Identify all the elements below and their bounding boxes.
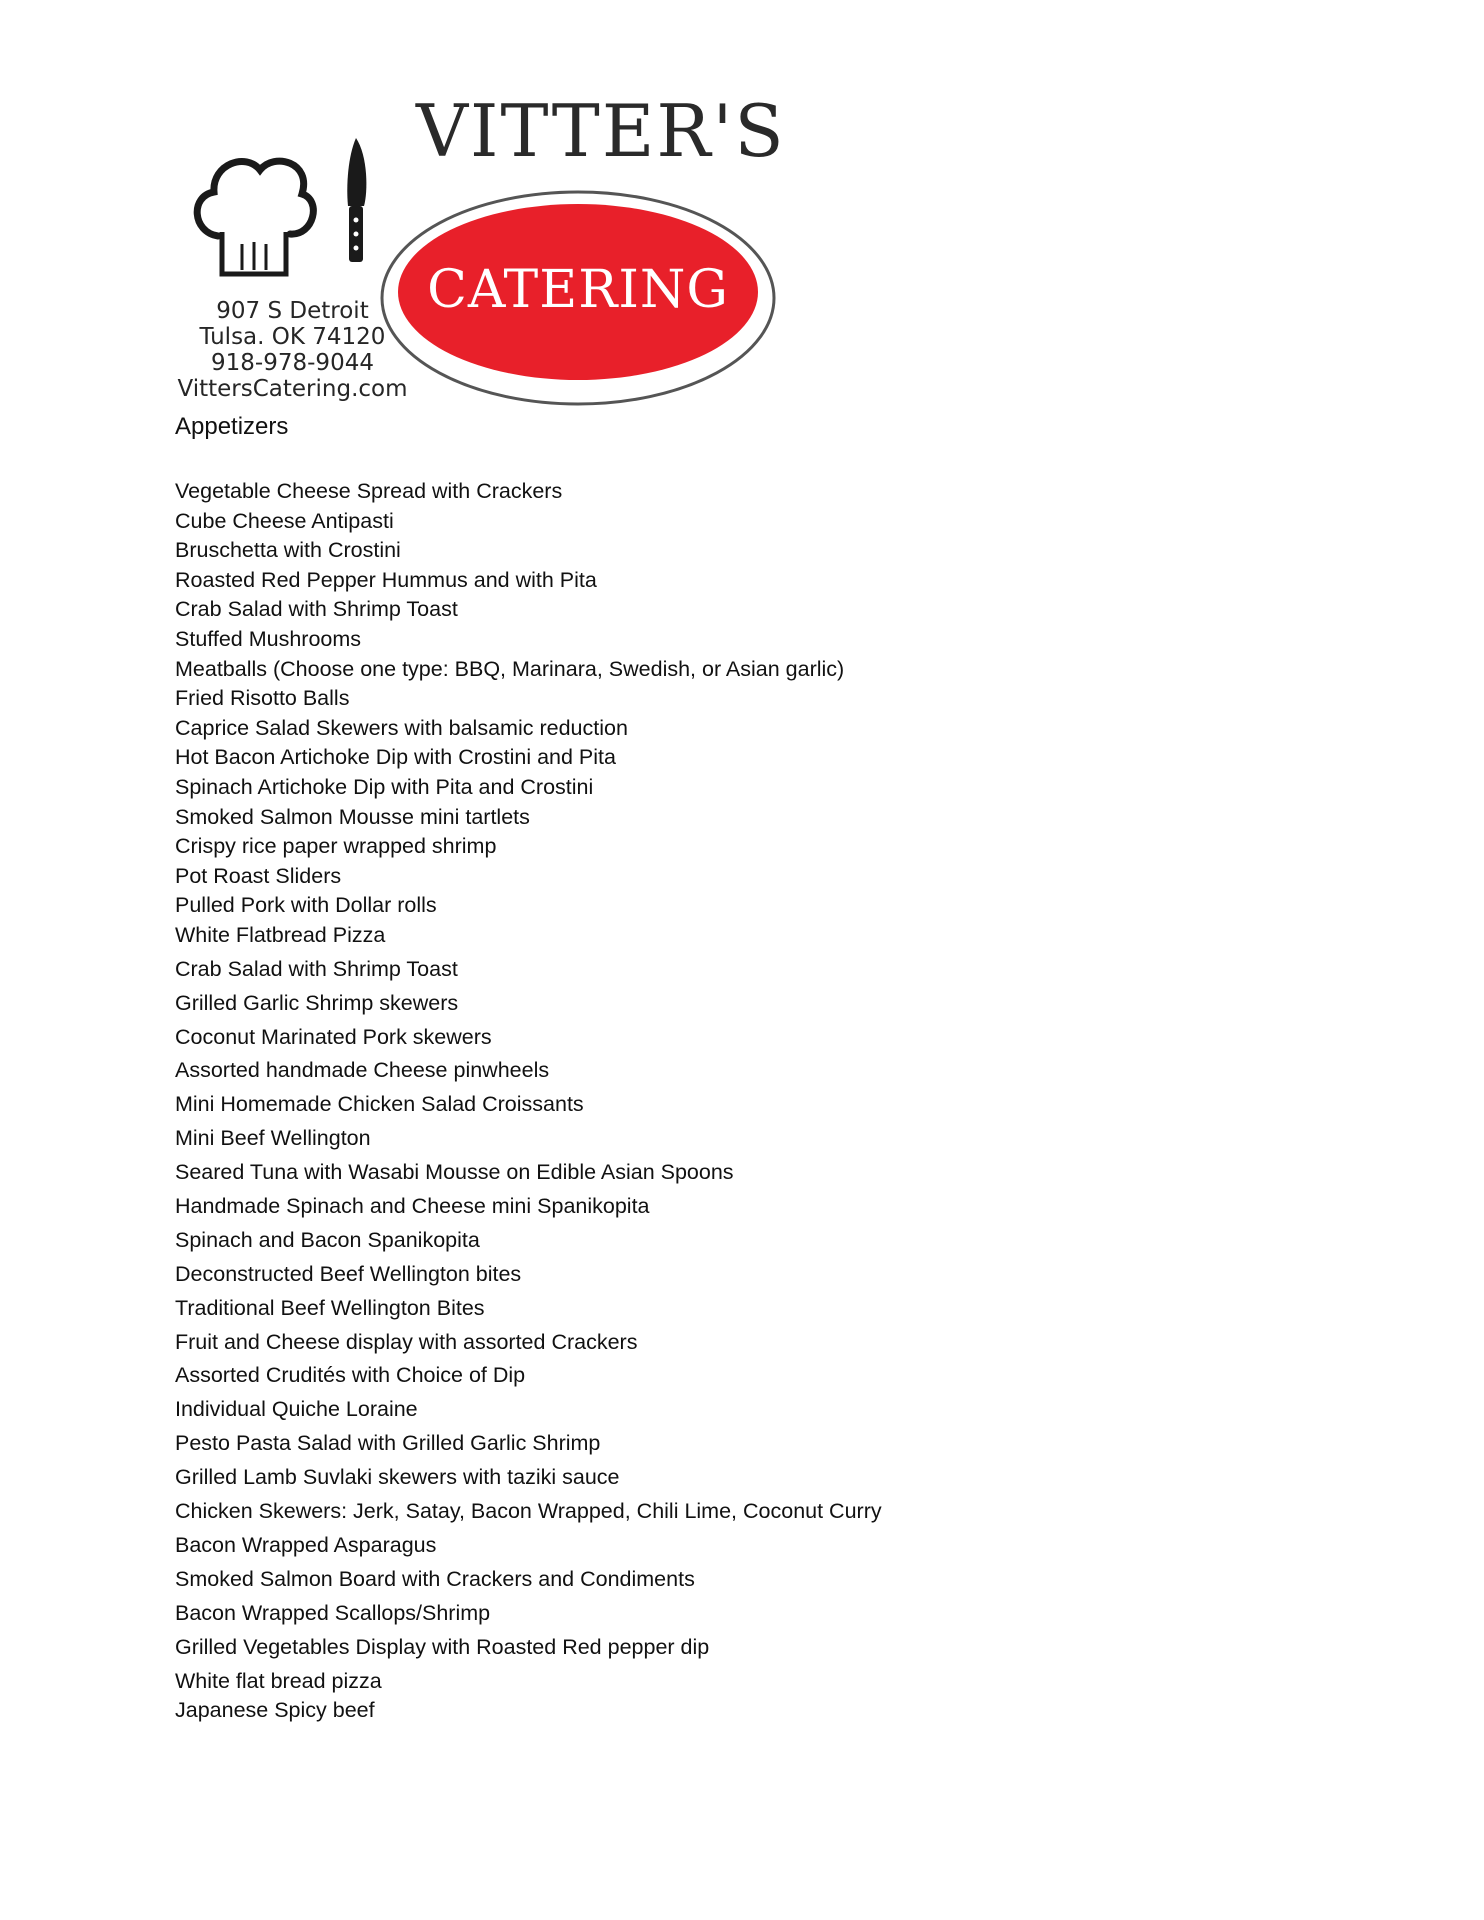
menu-item: Bacon Wrapped Scallops/Shrimp [175,1600,491,1625]
address-line: Tulsa. OK 74120 [199,324,386,350]
menu-item: Spinach and Bacon Spanikopita [175,1227,480,1252]
menu-item: Crab Salad with Shrimp Toast [175,597,458,622]
menu-item: Cube Cheese Antipasti [175,508,394,533]
menu-item: Roasted Red Pepper Hummus and with Pita [175,567,597,592]
menu-item: Handmade Spinach and Cheese mini Spanikopita [175,1194,650,1219]
menu-item: Mini Beef Wellington [175,1126,371,1151]
menu-item: Japanese Spicy beef [175,1698,375,1723]
phone-number: 918-978-9044 [211,350,374,376]
catering-text: CATERING [427,260,729,320]
menu-item: Bruschetta with Crostini [175,538,401,563]
menu-item: Vegetable Cheese Spread with Crackers [175,479,563,503]
website: VittersCatering.com [177,376,408,402]
menu-item: Pesto Pasta Salad with Grilled Garlic Shrimp [175,1431,601,1456]
menu-item: Mini Homemade Chicken Salad Croissants [175,1092,584,1117]
menu-item: Stuffed Mushrooms [175,626,362,651]
chef-hat-icon [188,148,318,288]
knife-icon [338,136,374,266]
menu-item: Traditional Beef Wellington Bites [175,1295,485,1320]
menu-item: Meatballs (Choose one type: BBQ, Marinara, Swedish, or Asian garlic) [175,656,845,681]
brand-name: VITTER'S [416,89,786,173]
menu-item: Smoked Salmon Mousse mini tartlets [175,804,530,829]
menu-item: Crab Salad with Shrimp Toast [175,956,458,981]
address-line: 907 S Detroit [216,298,369,324]
menu-item: Coconut Marinated Pork skewers [175,1024,492,1049]
menu-item: Grilled Garlic Shrimp skewers [175,990,459,1015]
menu-item: Fruit and Cheese display with assorted Crackers [175,1329,638,1354]
menu-item: Bacon Wrapped Asparagus [175,1532,437,1557]
menu-item: Smoked Salmon Board with Crackers and Condiments [175,1566,695,1591]
menu-item: Seared Tuna with Wasabi Mousse on Edible Asian Spoons [175,1160,734,1185]
menu-item: Caprice Salad Skewers with balsamic reduction [175,715,628,740]
section-title: Appetizers [175,413,289,440]
menu-item: Chicken Skewers: Jerk, Satay, Bacon Wrapped, Chili Lime, Coconut Curry [175,1499,882,1524]
menu-item: Grilled Lamb Suvlaki skewers with taziki sauce [175,1465,620,1490]
menu-item: Crispy rice paper wrapped shrimp [175,834,497,859]
menu-item: Grilled Vegetables Display with Roasted Red pepper dip [175,1634,710,1659]
menu-item: Assorted handmade Cheese pinwheels [175,1058,550,1083]
menu-item: Fried Risotto Balls [175,686,350,711]
menu-item: Pulled Pork with Dollar rolls [175,893,437,918]
appetizer-list [175,477,882,1726]
menu-item: Pot Roast Sliders [175,863,342,888]
menu-item: White Flatbread Pizza [175,922,386,947]
menu-item: Deconstructed Beef Wellington bites [175,1261,522,1286]
menu-item: Individual Quiche Loraine [175,1397,418,1422]
menu-item: Hot Bacon Artichoke Dip with Crostini and Pita [175,745,616,770]
menu-item: Assorted Crudités with Choice of Dip [175,1363,526,1388]
catering-logo [170,88,786,413]
menu-item: White flat bread pizza [175,1668,382,1693]
menu-item: Spinach Artichoke Dip with Pita and Crostini [175,774,594,799]
